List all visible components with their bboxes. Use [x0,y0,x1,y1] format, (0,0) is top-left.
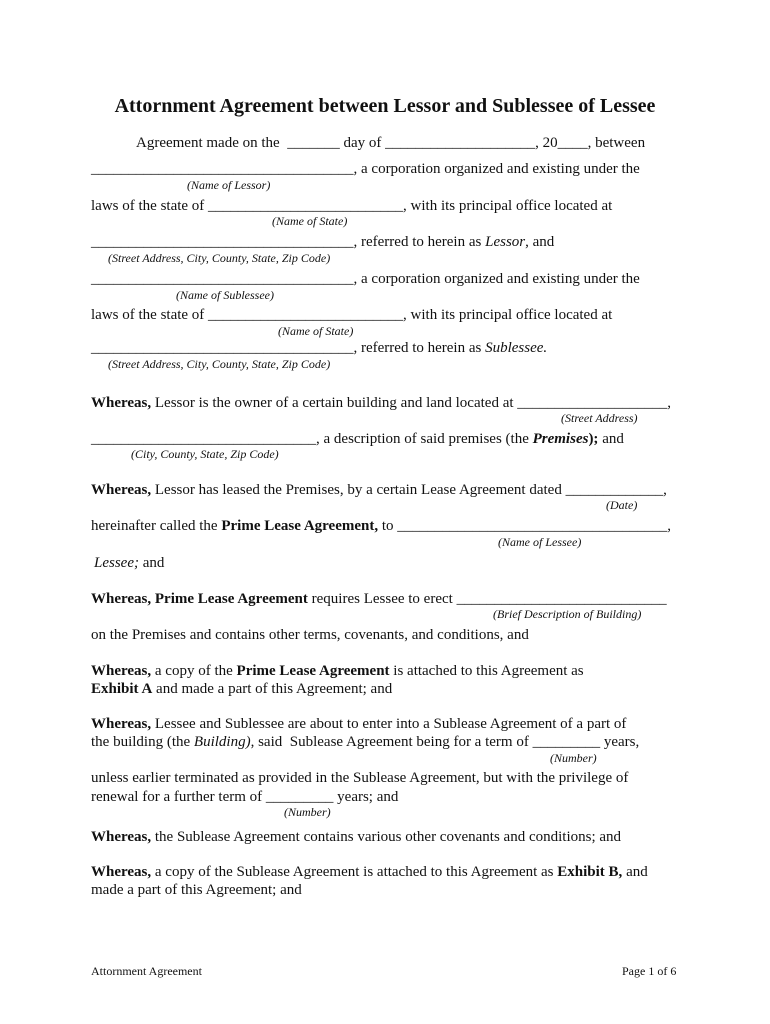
whereas-5-line-1 [91,715,626,733]
whereas-1-line-2 [91,430,624,448]
lessor-name-line: ___________________________________, a corporation organized and existing under the [91,161,640,177]
caption-name-of-state-2: (Name of State) [278,324,354,338]
caption-name-of-sublessee: (Name of Sublessee) [176,288,274,302]
building-intro: the building (the [91,734,194,750]
whereas-2-line-3 [94,554,164,572]
premises-close: ); [588,431,599,447]
lessor-state-line: laws of the state of __________________________, with its principal office located at [91,198,613,214]
premises-and: and [598,431,624,447]
whereas-3-line-1 [91,590,667,608]
caption-name-of-lessee: (Name of Lessee) [498,535,582,549]
exhibit-b-term: Exhibit B, [557,864,623,880]
whereas-7-line-1 [91,863,648,881]
whereas-1-line-1 [91,394,671,412]
whereas-4-attached: is attached to this Agreement as [389,663,584,679]
whereas-3-line-2: on the Premises and contains other terms, covenants, and conditions, and [91,627,529,643]
caption-name-of-lessor: (Name of Lessor) [187,178,271,192]
whereas-5-line-4: renewal for a further term of _________ years; and [91,789,399,805]
whereas-6-text: the Sublease Agreement contains various other covenants and conditions; and [151,829,622,845]
caption-date: (Date) [606,498,638,512]
sublessee-address-blank: ___________________________________, referred to herein as [91,340,486,356]
whereas-label: Whereas, [91,829,152,845]
prime-lease-intro: hereinafter called the [91,518,222,534]
whereas-1-text: Lessor is the owner of a certain building and land located at ____________________, [151,395,672,411]
building-term: Building) [193,734,251,750]
lessee-name-blank: to ____________________________________, [378,518,672,534]
whereas-7-text: a copy of the Sublease Agreement is attached to this Agreement as [151,864,558,880]
footer-page-number: Page 1 of 6 [622,964,677,978]
whereas-label: Whereas, [91,482,152,498]
sublessee-term: Sublessee. [485,340,548,356]
lessor-term: Lessor [485,234,526,250]
caption-sublessee-address: (Street Address, City, County, State, Zip Code) [108,357,331,371]
whereas-4-line-1 [91,662,584,680]
lessee-and: and [139,555,165,571]
exhibit-a-text: and made a part of this Agreement; and [152,681,393,697]
whereas-label: Whereas, [91,663,152,679]
whereas-label: Whereas, [91,864,152,880]
whereas-prime-lease-label: Whereas, Prime Lease Agreement [91,591,308,607]
document-title: Attornment Agreement between Lessor and Sublessee of Lessee [114,95,656,117]
lessor-address-line [91,233,554,251]
whereas-2-line-2 [91,517,671,535]
footer-title: Attornment Agreement [91,964,202,978]
whereas-5-text: Lessee and Sublessee are about to enter into a Sublease Agreement of a part of [151,716,627,732]
sublessee-state-line: laws of the state of __________________________, with its principal office located at [91,307,613,323]
lessee-term: Lessee; [94,555,139,571]
premises-term: Premises [532,431,589,447]
whereas-7-line-2: made a part of this Agreement; and [91,882,302,898]
caption-number-2: (Number) [284,805,331,819]
caption-name-of-state-1: (Name of State) [272,214,348,228]
lessor-address-blank: ___________________________________, referred to herein as [91,234,486,250]
agreement-date-line: Agreement made on the _______ day of ____________________, 20____, between [136,135,646,151]
lessor-address-end: , and [525,234,555,250]
caption-street-address: (Street Address) [561,411,638,425]
prime-lease-term: Prime Lease Agreement [236,663,390,679]
sublessee-address-line [91,339,547,357]
erect-building-blank: requires Lessee to erect ____________________________ [307,591,667,607]
caption-building-description: (Brief Description of Building) [493,607,642,621]
prime-lease-term: Prime Lease Agreement, [221,518,379,534]
whereas-5-line-2 [91,733,639,751]
caption-city-county: (City, County, State, Zip Code) [131,447,279,461]
premises-description-blank: ______________________________, a description of said premises (the [91,431,533,447]
caption-number-1: (Number) [550,751,597,765]
whereas-2-line-1 [91,481,667,499]
whereas-4-line-2 [91,680,392,698]
whereas-4-text: a copy of the [151,663,237,679]
sublessee-name-line: ___________________________________, a corporation organized and existing under the [91,271,640,287]
whereas-2-text: Lessor has leased the Premises, by a certain Lease Agreement dated _____________, [151,482,667,498]
whereas-5-line-3: unless earlier terminated as provided in the Sublease Agreement, but with the privilege of [91,770,629,786]
exhibit-a-term: Exhibit A [91,681,153,697]
whereas-label: Whereas, [91,395,152,411]
whereas-label: Whereas, [91,716,152,732]
whereas-7-and: and [622,864,648,880]
whereas-6-line-1 [91,828,621,846]
caption-lessor-address: (Street Address, City, County, State, Zip Code) [108,251,331,265]
sublease-term-blank: , said Sublease Agreement being for a term of _________ years, [250,734,640,750]
